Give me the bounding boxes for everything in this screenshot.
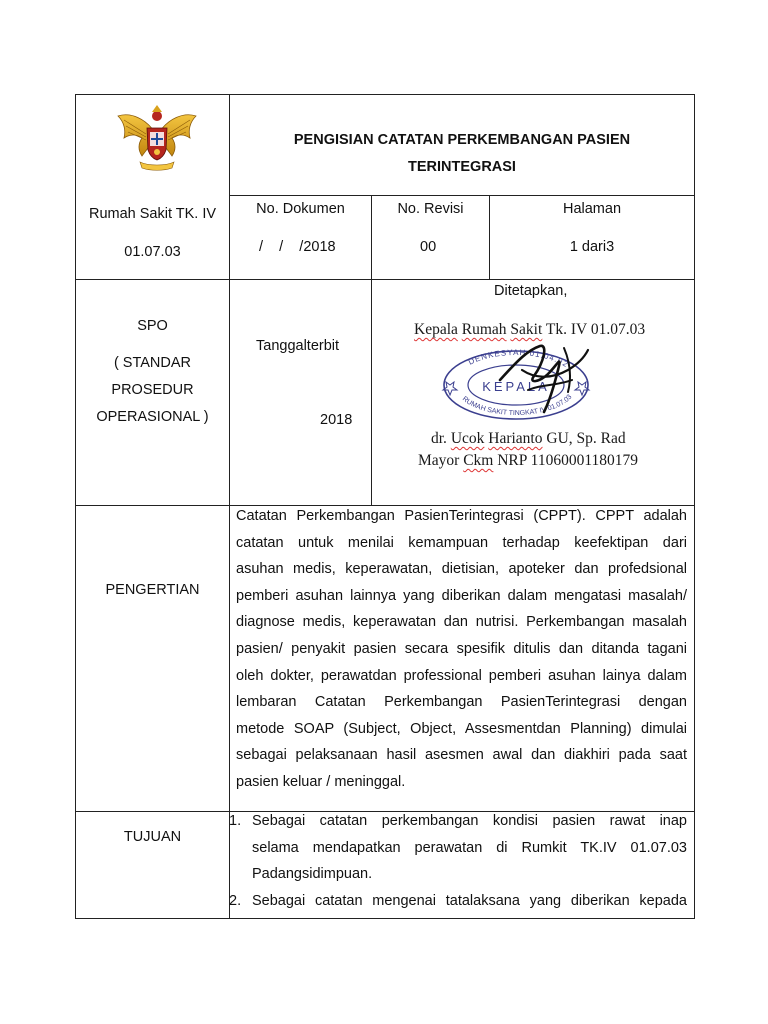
pengertian-line: asuhan medis, keperawatan, dietisian, apoteker dan profedsional: [236, 561, 687, 578]
tujuan-list: [229, 808, 687, 914]
pengertian-line: diagnose medis, keperawatan dan nutrisi. Perkembangan masalah: [236, 614, 687, 631]
spo-subtitle-line2: PROSEDUR: [111, 382, 194, 398]
hospital-logo-icon: [116, 104, 198, 172]
pengertian-text: [236, 503, 687, 796]
hospital-code: 01.07.03: [124, 244, 181, 260]
tujuan-item-2-number: 2.: [229, 892, 242, 909]
page-value: 1 dari3: [569, 239, 615, 255]
official-name: dr. Ucok Harianto GU, Sp. Rad: [431, 430, 626, 447]
tujuan-item-1-number: 1.: [229, 813, 242, 829]
signature-icon: [488, 340, 598, 418]
tujuan-item-1-line: Padangsidimpuan.: [252, 866, 373, 883]
spo-subtitle-line3: OPERASIONAL ): [96, 409, 209, 425]
svg-text:DENKESYAH 01.04.02: DENKESYAH 01.04.02: [466, 347, 571, 370]
pengertian-line: pasien keluar / meninggal.: [236, 773, 406, 790]
established-label: Ditetapkan,: [494, 283, 568, 299]
official-title: Kepala Rumah Sakit Tk. IV 01.07.03: [414, 321, 646, 338]
pengertian-line: catatan untuk menilai kemampuan terhadap keefektipan dari: [236, 534, 687, 551]
svg-text:RUMAH SAKIT TINGKAT IV 01.07.0: RUMAH SAKIT TINGKAT IV 01.07.03: [460, 393, 574, 418]
pengertian-label: PENGERTIAN: [105, 582, 200, 598]
table-border-right: [694, 94, 695, 919]
doc-number-label: No. Dokumen: [256, 201, 345, 217]
svg-text:KEPALA: KEPALA: [482, 379, 550, 394]
tujuan-item-2: [229, 888, 687, 915]
table-border-top: [75, 94, 695, 95]
tujuan-item-2-line: Sebagai catatan mengenai tatalaksana yang diberikan kepada: [252, 892, 687, 909]
official-rank: Mayor Ckm NRP 11060001180179: [418, 452, 639, 469]
issue-date-year: 2018: [320, 412, 353, 428]
table-border-bottom: [75, 918, 695, 919]
tujuan-item-1-line: selama mendapatkan perawatan di Rumkit TK.IV 01.07.03: [252, 839, 687, 856]
pengertian-line: oleh dokter, perawatdan professional pemberi asuhan lainya dalam: [236, 667, 687, 684]
pengertian-line: sebagai pelaksanaan hasil asesmen awal dan diakhiri pada saat: [236, 747, 687, 764]
tujuan-item-1: [229, 808, 687, 888]
hospital-name: Rumah Sakit TK. IV: [88, 206, 217, 222]
revision-label: No. Revisi: [397, 201, 464, 217]
pengertian-line: lembaran Catatan Perkembangan PasienTerintegrasi dengan: [236, 694, 687, 711]
spo-subtitle-line1: ( STANDAR: [113, 355, 192, 371]
document-title-line2: TERINTEGRASI: [408, 159, 516, 175]
pengertian-line: pasien/ penyakit pasien secara spesifik ditulis dan ditanda tagani: [236, 640, 687, 657]
table-border-header-split: [230, 195, 695, 196]
tujuan-item-1-line: Sebagai catatan perkembangan kondisi pasien rawat inap: [252, 813, 687, 829]
pengertian-line: metode SOAP (Subject, Object, Assesmentdan Planning) dimulai: [236, 720, 687, 737]
spo-label: SPO: [137, 318, 168, 334]
table-border-row1: [75, 279, 695, 280]
pengertian-line: pemberi asuhan lainnya yang diberikan dalam mengatasi masalah/: [236, 587, 687, 604]
table-border-col-revision: [371, 195, 372, 506]
document-title-line1: PENGISIAN CATATAN PERKEMBANGAN PASIEN: [293, 132, 631, 148]
issue-date-label: Tanggalterbit: [256, 338, 340, 354]
doc-number-value: / / /2018: [259, 239, 336, 255]
page-label: Halaman: [562, 201, 622, 217]
revision-value: 00: [420, 239, 437, 255]
tujuan-label: TUJUAN: [123, 829, 182, 845]
pengertian-line: Catatan Perkembangan PasienTerintegrasi (CPPT). CPPT adalah: [236, 508, 687, 524]
